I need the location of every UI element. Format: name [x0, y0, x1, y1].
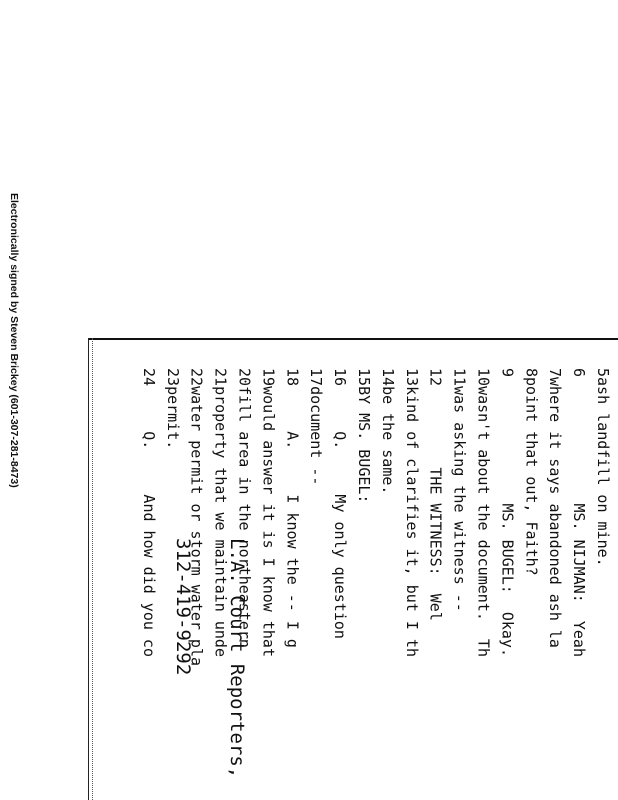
line-number: 16: [331, 368, 350, 387]
line-number: 24: [139, 368, 158, 387]
line-number: 17: [307, 368, 326, 387]
line-text: ash landfill on mine.: [594, 377, 612, 567]
line-number: 20: [235, 368, 254, 387]
line-text: THE WITNESS: Wel: [426, 386, 445, 621]
line-number: 11: [450, 368, 469, 387]
line-text: MS. BUGEL: Okay.: [498, 377, 517, 657]
line-text: wasn't about the document. Th: [474, 386, 493, 657]
footer-phone: 312-419-9292: [172, 538, 194, 676]
line-text: where it says abandoned ash la: [546, 377, 565, 648]
line-text: Q. And how did you co: [139, 386, 158, 657]
line-text: would answer it is I know that: [259, 386, 278, 657]
line-text: water permit or storm water pla: [187, 386, 206, 667]
line-text: kind of clarifies it, but I th: [402, 386, 421, 657]
line-number: 15: [355, 368, 373, 387]
line-text: BY MS. BUGEL:: [355, 386, 373, 504]
line-text: be the same.: [378, 386, 397, 495]
footer-company: L.A. Court Reporters,: [226, 538, 248, 779]
transcript-page: [88, 338, 618, 800]
line-text: document --: [307, 386, 326, 486]
line-number: 22: [187, 368, 206, 387]
line-number: 21: [211, 368, 230, 387]
line-text: MS. NIJMAN: Yeah: [570, 377, 589, 657]
line-number: 18: [283, 368, 302, 387]
line-number: 14: [378, 368, 397, 387]
line-number: 9: [498, 368, 517, 378]
line-text: permit.: [163, 386, 182, 450]
line-number: 8: [522, 368, 541, 378]
line-number: 10: [474, 368, 493, 387]
line-number: 19: [259, 368, 278, 387]
line-text: was asking the witness --: [450, 386, 469, 612]
electronic-signature-stamp: Electronically signed by Steven Brickey (601-307-281-8473): [8, 193, 20, 488]
line-text: property that we maintain unde: [211, 386, 230, 657]
line-number: 5: [594, 368, 612, 378]
line-number: 7: [546, 368, 565, 378]
line-number: 23: [163, 368, 182, 387]
line-number: 6: [570, 368, 589, 378]
court-reporter-footer: [138, 538, 282, 800]
line-number: 13: [402, 368, 421, 387]
line-text: fill area in the northeastern: [235, 386, 254, 648]
line-number: 12: [426, 368, 445, 387]
line-text: Q. My only question: [331, 386, 350, 639]
line-text: A. I know the -- I g: [283, 386, 302, 648]
line-text: point that out, Faith?: [522, 377, 541, 576]
